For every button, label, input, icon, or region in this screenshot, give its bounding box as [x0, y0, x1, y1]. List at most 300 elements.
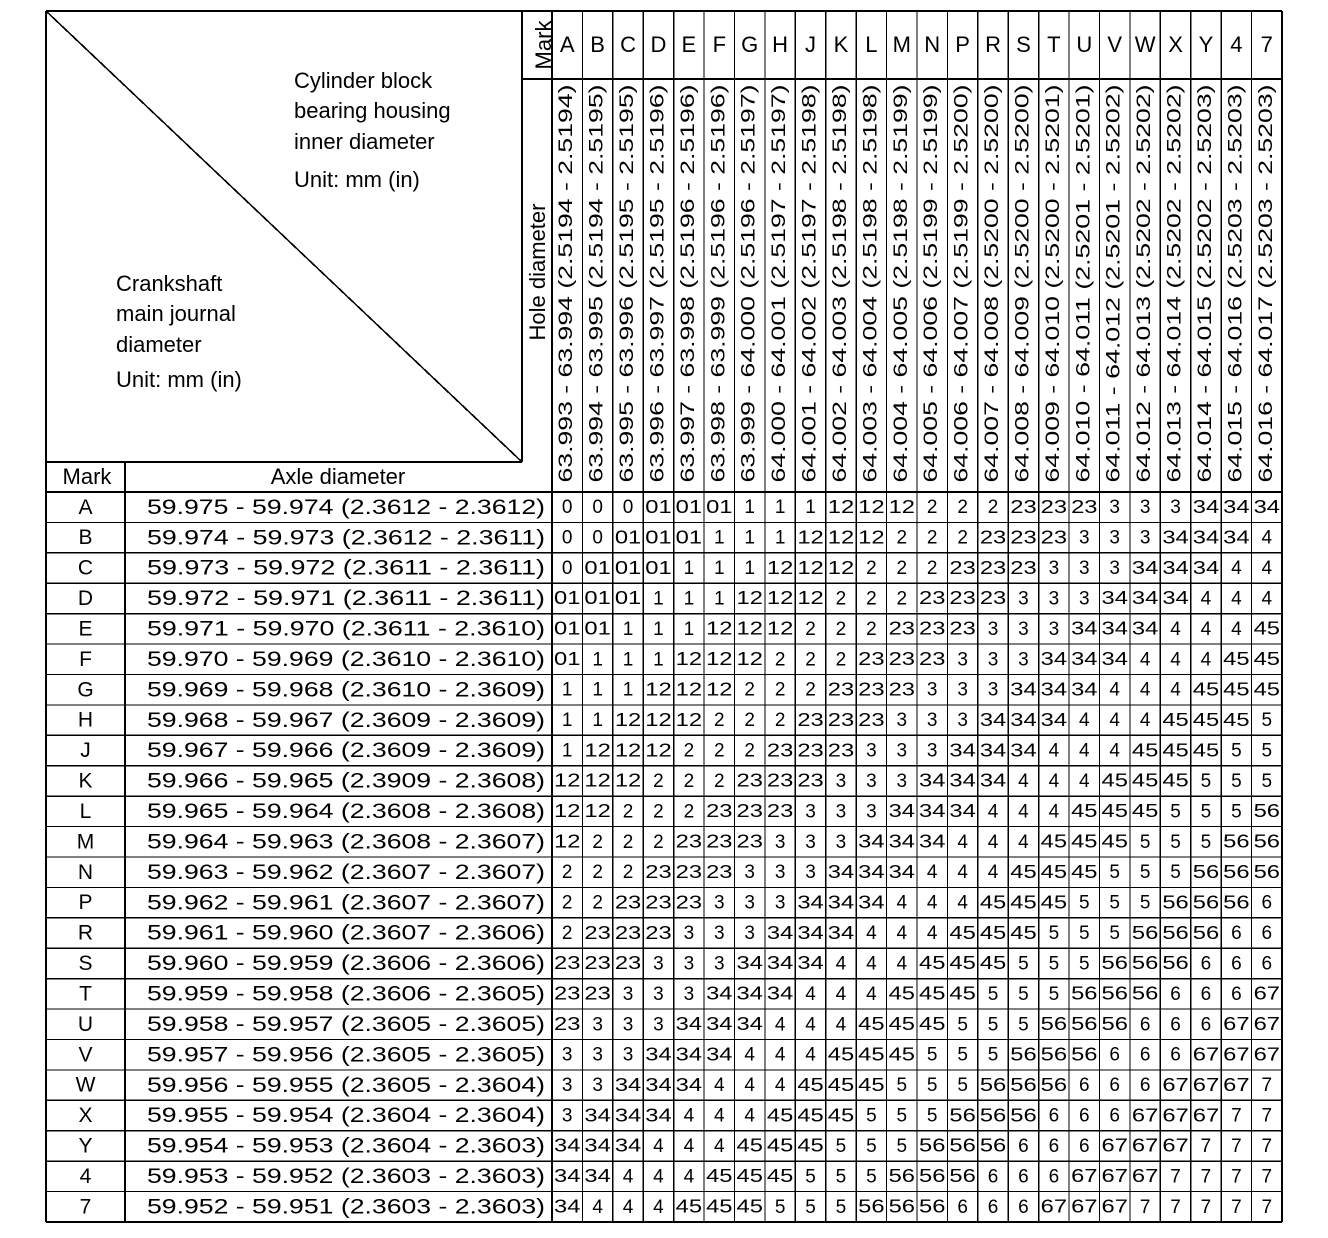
- grade-cell: 6: [1048, 1166, 1060, 1188]
- grade-cell: 2: [561, 862, 573, 884]
- grade-cell: 56: [1253, 831, 1280, 852]
- grade-cell: 34: [797, 892, 824, 913]
- grade-cell: 56: [1040, 1074, 1068, 1095]
- grade-cell: 3: [896, 770, 908, 792]
- grade-cell: 5: [896, 1105, 908, 1127]
- row-mark: 4: [79, 1164, 92, 1188]
- column-hole-diameter: 63.996 - 63.997 (2.5195 - 2.5196): [647, 198, 669, 483]
- block-title-line-2: bearing housing: [294, 98, 451, 123]
- grade-cell: 6: [1139, 1014, 1151, 1036]
- grade-cell: 7: [1231, 1166, 1242, 1188]
- grade-cell: 12: [858, 527, 885, 548]
- column-mark: U: [1076, 31, 1093, 57]
- grade-cell: 34: [614, 1135, 642, 1156]
- grade-cell: 12: [827, 527, 855, 548]
- grade-cell: 3: [744, 862, 755, 884]
- grade-cell: 3: [987, 618, 999, 640]
- grade-cell: 34: [1101, 618, 1128, 639]
- grade-cell: 4: [835, 983, 847, 1005]
- grade-cell: 6: [1079, 1135, 1090, 1157]
- grade-cell: 12: [706, 618, 733, 639]
- grade-cell: 67: [1223, 1074, 1250, 1095]
- grade-cell: 7: [1231, 1105, 1242, 1127]
- grade-cell: 0: [561, 527, 573, 549]
- grade-cell: 45: [797, 1105, 824, 1126]
- grade-cell: 45: [1071, 801, 1098, 822]
- grade-cell: 7: [1261, 1135, 1273, 1157]
- grade-cell: 23: [614, 892, 642, 913]
- row-axle-diameter: 59.970 - 59.969 (2.3610 - 2.3610): [147, 646, 545, 671]
- row-axle-diameter: 59.972 - 59.971 (2.3611 - 2.3611): [147, 586, 545, 611]
- grade-cell: 3: [957, 649, 968, 671]
- grade-cell: 23: [766, 801, 794, 822]
- grade-cell: 3: [1139, 527, 1151, 549]
- grade-cell: 5: [1261, 740, 1273, 762]
- grade-cell: 45: [1101, 831, 1128, 852]
- grade-cell: 4: [653, 1166, 664, 1188]
- grade-cell: 23: [949, 618, 976, 639]
- column-mark: D: [650, 31, 667, 57]
- grade-cell: 56: [1162, 953, 1189, 974]
- grade-cell: 1: [592, 710, 603, 732]
- grade-cell: 12: [888, 496, 916, 517]
- grade-cell: 6: [1018, 1166, 1029, 1188]
- grade-cell: 23: [645, 861, 672, 882]
- grade-cell: 7: [1200, 1166, 1212, 1188]
- column-mark: V: [1107, 31, 1123, 57]
- grade-cell: 5: [926, 1075, 938, 1097]
- row-axle-diameter: 59.975 - 59.974 (2.3612 - 2.3612): [147, 494, 545, 519]
- grade-cell: 2: [866, 618, 877, 640]
- grade-cell: 34: [919, 770, 946, 791]
- grade-cell: 3: [592, 1075, 603, 1097]
- grade-cell: 6: [987, 1196, 999, 1218]
- grade-cell: 1: [683, 588, 695, 610]
- grade-cell: 5: [1109, 923, 1120, 945]
- grade-cell: 67: [1253, 1044, 1280, 1065]
- grade-cell: 23: [888, 679, 916, 700]
- grade-cell: 5: [1231, 770, 1242, 792]
- grade-cell: 23: [888, 618, 916, 639]
- row-mark: P: [78, 891, 93, 915]
- grade-cell: 45: [1253, 618, 1280, 639]
- column-mark: L: [865, 31, 878, 57]
- grade-cell: 56: [949, 1105, 976, 1126]
- grade-cell: 7: [1261, 1105, 1273, 1127]
- grade-cell: 45: [979, 953, 1007, 974]
- grade-cell: 01: [584, 557, 611, 578]
- column-mark: B: [590, 31, 605, 57]
- column-hole-diameter: 64.009 - 64.010 (2.5200 - 2.5201): [1042, 198, 1064, 483]
- column-mark: C: [620, 31, 636, 57]
- grade-cell: 56: [1162, 892, 1189, 913]
- grade-cell: 6: [1231, 923, 1242, 945]
- grade-cell: 4: [1200, 588, 1212, 610]
- grade-cell: 1: [561, 740, 573, 762]
- grade-cell: 3: [683, 953, 695, 975]
- grade-cell: 45: [919, 983, 946, 1004]
- grade-cell: 23: [1040, 496, 1068, 517]
- column-mark: 7: [1260, 31, 1273, 57]
- grade-cell: 4: [744, 1105, 755, 1127]
- grade-cell: 67: [1071, 1196, 1098, 1217]
- grade-cell: 23: [827, 740, 855, 761]
- grade-cell: 12: [736, 649, 763, 670]
- grade-cell: 5: [926, 1105, 938, 1127]
- grade-cell: 34: [675, 1014, 703, 1035]
- row-mark: X: [78, 1104, 93, 1128]
- grade-cell: 34: [1131, 618, 1159, 639]
- row-axle-diameter: 59.963 - 59.962 (2.3607 - 2.3607): [147, 859, 545, 884]
- grade-cell: 45: [1040, 892, 1068, 913]
- grade-cell: 3: [1048, 618, 1060, 640]
- grade-cell: 45: [766, 1105, 794, 1126]
- grade-cell: 3: [926, 679, 938, 701]
- column-mark: G: [741, 31, 759, 57]
- grade-cell: 2: [683, 801, 695, 823]
- grade-cell: 4: [896, 892, 908, 914]
- grade-cell: 34: [1101, 588, 1128, 609]
- grade-cell: 3: [987, 679, 999, 701]
- grade-cell: 5: [1231, 801, 1242, 823]
- grade-cell: 3: [653, 983, 664, 1005]
- grade-cell: 3: [622, 1044, 634, 1066]
- grade-cell: 23: [706, 831, 733, 852]
- grade-cell: 0: [622, 497, 634, 519]
- grade-cell: 12: [584, 770, 611, 791]
- grade-cell: 4: [1139, 649, 1151, 671]
- grade-cell: 5: [1079, 953, 1090, 975]
- grade-cell: 67: [1131, 1166, 1159, 1187]
- grade-cell: 23: [736, 831, 763, 852]
- grade-cell: 4: [896, 953, 908, 975]
- column-mark: W: [1134, 31, 1156, 57]
- grade-cell: 34: [584, 1105, 611, 1126]
- grade-cell: 1: [622, 649, 634, 671]
- grade-cell: 6: [1109, 1075, 1120, 1097]
- grade-cell: 0: [561, 497, 573, 519]
- grade-cell: 34: [1131, 588, 1159, 609]
- row-axle-diameter: 59.954 - 59.953 (2.3604 - 2.3603): [147, 1133, 545, 1158]
- grade-cell: 3: [1048, 558, 1060, 580]
- grade-cell: 3: [714, 892, 725, 914]
- grade-cell: 34: [766, 953, 794, 974]
- grade-cell: 23: [645, 892, 672, 913]
- grade-cell: 23: [949, 588, 976, 609]
- column-hole-diameter: 63.999 - 64.000 (2.5196 - 2.5197): [738, 198, 760, 483]
- grade-cell: 5: [1170, 862, 1181, 884]
- grade-cell: 34: [675, 1044, 703, 1065]
- grade-cell: 23: [766, 770, 794, 791]
- grade-cell: 23: [736, 770, 763, 791]
- grade-cell: 6: [1261, 923, 1273, 945]
- grade-cell: 6: [1231, 953, 1242, 975]
- grade-cell: 23: [919, 649, 946, 670]
- grade-cell: 12: [554, 801, 581, 822]
- grade-cell: 23: [827, 679, 855, 700]
- grade-cell: 3: [1109, 527, 1120, 549]
- row-mark: E: [78, 617, 93, 641]
- grade-cell: 2: [744, 710, 755, 732]
- grade-cell: 3: [683, 983, 695, 1005]
- crank-title-line-1: Crankshaft: [116, 271, 223, 296]
- grade-cell: 2: [714, 740, 725, 762]
- column-hole-diameter: 64.005 - 64.006 (2.5199 - 2.5199): [921, 198, 943, 483]
- row-mark: B: [78, 526, 93, 550]
- grade-cell: 23: [584, 922, 611, 943]
- grade-cell: 3: [987, 649, 999, 671]
- grade-cell: 45: [736, 1166, 763, 1187]
- row-mark: W: [75, 1073, 96, 1097]
- grade-cell: 45: [736, 1196, 763, 1217]
- grade-cell: 34: [706, 983, 733, 1004]
- grade-cell: 5: [835, 1135, 847, 1157]
- grade-cell: 4: [622, 1196, 634, 1218]
- grade-cell: 4: [1018, 801, 1029, 823]
- grade-cell: 34: [1223, 496, 1250, 517]
- grade-cell: 34: [1071, 649, 1098, 670]
- grade-cell: 1: [744, 527, 755, 549]
- row-mark: 7: [79, 1195, 92, 1219]
- grade-cell: 5: [1018, 983, 1029, 1005]
- grade-cell: 1: [744, 497, 755, 519]
- grade-cell: 5: [866, 1166, 877, 1188]
- column-mark: A: [559, 31, 575, 57]
- grade-cell: 23: [827, 709, 855, 730]
- grade-cell: 01: [645, 496, 672, 517]
- corner-block-label: [294, 68, 451, 192]
- grade-cell: 34: [919, 801, 946, 822]
- grade-cell: 23: [979, 588, 1007, 609]
- grade-cell: 67: [1253, 983, 1280, 1004]
- grade-cell: 4: [653, 1196, 664, 1218]
- grade-cell: 4: [866, 953, 877, 975]
- grade-cell: 67: [1162, 1074, 1189, 1095]
- grade-cell: 4: [1170, 649, 1181, 671]
- column-hole-diameter: 64.007 - 64.008 (2.5200 - 2.5200): [982, 198, 1004, 483]
- grade-cell: 23: [1010, 557, 1037, 578]
- grade-cell: 12: [797, 557, 824, 578]
- grade-cell: 56: [979, 1105, 1007, 1126]
- grade-cell: 2: [866, 588, 877, 610]
- grade-cell: 34: [554, 1196, 581, 1217]
- grade-cell: 5: [1200, 831, 1212, 853]
- grade-cell: 23: [614, 953, 642, 974]
- column-mark: P: [955, 31, 970, 57]
- grade-cell: 45: [1040, 831, 1068, 852]
- grade-cell: 4: [1079, 710, 1090, 732]
- row-mark: H: [77, 708, 94, 732]
- grade-cell: 3: [592, 1014, 603, 1036]
- grade-cell: 1: [622, 679, 634, 701]
- row-mark: G: [77, 678, 94, 702]
- row-axle-diameter: 59.966 - 59.965 (2.3909 - 2.3608): [147, 768, 545, 793]
- grade-cell: 5: [835, 1196, 847, 1218]
- crank-title-line-2: main journal: [116, 301, 236, 326]
- grade-cell: 5: [987, 983, 999, 1005]
- row-axle-diameter: 59.955 - 59.954 (2.3604 - 2.3604): [147, 1103, 545, 1128]
- grade-cell: 56: [919, 1166, 946, 1187]
- grade-cell: 01: [675, 527, 703, 548]
- grade-cell: 56: [1253, 861, 1280, 882]
- block-title-line-3: inner diameter: [294, 129, 435, 154]
- grade-cell: 3: [1079, 527, 1090, 549]
- grade-cell: 34: [1010, 740, 1037, 761]
- grade-cell: 12: [706, 679, 733, 700]
- grade-cell: 56: [1223, 861, 1250, 882]
- grade-cell: 45: [1010, 922, 1037, 943]
- grade-cell: 7: [1200, 1196, 1212, 1218]
- grade-cell: 2: [714, 770, 725, 792]
- grade-cell: 5: [1079, 892, 1090, 914]
- axle-diameter-label: Axle diameter: [270, 463, 406, 489]
- grade-cell: 23: [584, 953, 611, 974]
- grade-cell: 7: [1170, 1166, 1181, 1188]
- grade-cell: 2: [805, 618, 816, 640]
- grade-cell: 4: [714, 1105, 725, 1127]
- grade-cell: 12: [766, 557, 794, 578]
- column-hole-diameter: 64.003 - 64.004 (2.5198 - 2.5198): [860, 198, 882, 483]
- grade-cell: 7: [1200, 1135, 1212, 1157]
- grade-cell: 4: [1261, 588, 1273, 610]
- grade-cell: 34: [645, 1044, 672, 1065]
- grade-cell: 4: [774, 1014, 786, 1036]
- grade-cell: 5: [1200, 801, 1212, 823]
- grade-cell: 4: [1261, 527, 1273, 549]
- grade-cell: 3: [653, 953, 664, 975]
- column-mark-label: Mark: [530, 20, 556, 70]
- row-mark: C: [77, 556, 94, 580]
- grade-cell: 23: [645, 922, 672, 943]
- grade-cell: 5: [1139, 862, 1151, 884]
- grade-cell: 23: [1040, 527, 1068, 548]
- grade-cell: 1: [714, 527, 725, 549]
- grade-cell: 4: [1109, 740, 1120, 762]
- grade-cell: 5: [1048, 953, 1060, 975]
- grade-cell: 3: [835, 770, 847, 792]
- row-mark: F: [79, 647, 92, 671]
- grade-cell: 2: [683, 770, 695, 792]
- grade-cell: 4: [653, 1135, 664, 1157]
- grade-cell: 4: [774, 1044, 786, 1066]
- grade-cell: 12: [675, 649, 703, 670]
- grade-cell: 2: [926, 497, 938, 519]
- grade-cell: 23: [858, 709, 885, 730]
- grade-cell: 2: [835, 618, 847, 640]
- row-mark: S: [78, 952, 93, 976]
- grade-cell: 2: [561, 892, 573, 914]
- grade-cell: 5: [1170, 801, 1181, 823]
- grade-cell: 2: [896, 588, 908, 610]
- row-axle-diameter: 59.962 - 59.961 (2.3607 - 2.3607): [147, 890, 545, 915]
- grade-cell: 1: [653, 649, 664, 671]
- grade-cell: 45: [888, 983, 916, 1004]
- column-mark: M: [892, 31, 911, 57]
- grade-cell: 4: [1200, 618, 1212, 640]
- grade-cell: 45: [675, 1196, 703, 1217]
- column-hole-diameter: 63.997 - 63.998 (2.5196 - 2.5196): [677, 198, 699, 483]
- grade-cell: 2: [805, 679, 816, 701]
- grade-cell: 45: [1162, 709, 1189, 730]
- row-mark-label: Mark: [62, 463, 112, 489]
- grade-cell: 56: [1192, 892, 1220, 913]
- grade-cell: 67: [1101, 1196, 1128, 1217]
- grade-cell: 5: [1079, 923, 1090, 945]
- grade-cell: 4: [1048, 801, 1060, 823]
- grade-cell: 6: [1261, 953, 1273, 975]
- grade-cell: 2: [744, 740, 755, 762]
- grade-cell: 23: [1071, 496, 1098, 517]
- grade-cell: 3: [805, 831, 816, 853]
- grade-cell: 6: [1018, 1196, 1029, 1218]
- grade-cell: 4: [926, 892, 938, 914]
- grade-cell: 23: [706, 861, 733, 882]
- grade-cell: 6: [987, 1166, 999, 1188]
- grade-cell: 2: [653, 770, 664, 792]
- grade-cell: 34: [1253, 496, 1280, 517]
- grade-cell: 45: [858, 1014, 885, 1035]
- grade-cell: 4: [1231, 618, 1242, 640]
- grade-cell: 5: [1109, 862, 1120, 884]
- grade-cell: 12: [554, 831, 581, 852]
- grade-cell: 1: [714, 558, 725, 580]
- grade-cell: 12: [675, 709, 703, 730]
- grade-cell: 6: [1048, 1135, 1060, 1157]
- grade-cell: 4: [1200, 649, 1212, 671]
- grade-cell: 4: [835, 1014, 847, 1036]
- grade-cell: 67: [1040, 1196, 1068, 1217]
- grade-cell: 67: [1223, 1044, 1250, 1065]
- grade-cell: 45: [1071, 861, 1098, 882]
- grade-cell: 3: [1109, 497, 1120, 519]
- grade-cell: 5: [896, 1075, 908, 1097]
- grade-cell: 56: [1101, 953, 1128, 974]
- grade-cell: 34: [645, 1074, 672, 1095]
- grade-cell: 5: [1200, 770, 1212, 792]
- grade-cell: 3: [714, 953, 725, 975]
- grade-cell: 3: [744, 923, 755, 945]
- grade-cell: 7: [1231, 1196, 1242, 1218]
- grade-cell: 12: [858, 496, 885, 517]
- grade-cell: 67: [1162, 1105, 1189, 1126]
- grade-cell: 01: [706, 496, 733, 517]
- grade-cell: 34: [858, 861, 885, 882]
- grade-cell: 67: [1071, 1166, 1098, 1187]
- grade-cell: 01: [554, 649, 581, 670]
- grade-cell: 34: [888, 801, 916, 822]
- grade-cell: 34: [766, 983, 794, 1004]
- grade-cell: 2: [653, 831, 664, 853]
- grade-cell: 6: [1231, 983, 1242, 1005]
- grade-cell: 4: [1048, 770, 1060, 792]
- grade-cell: 3: [592, 1044, 603, 1066]
- column-mark: T: [1047, 31, 1061, 57]
- grade-cell: 45: [919, 1014, 946, 1035]
- grade-cell: 23: [979, 527, 1007, 548]
- grade-cell: 4: [714, 1075, 725, 1097]
- grade-cell: 6: [1048, 1105, 1060, 1127]
- grade-cell: 1: [683, 558, 695, 580]
- grade-cell: 12: [614, 740, 642, 761]
- grade-cell: 01: [584, 618, 611, 639]
- grade-cell: 56: [1071, 1044, 1098, 1065]
- grade-cell: 01: [675, 496, 703, 517]
- grade-cell: 2: [622, 801, 634, 823]
- grade-cell: 3: [805, 801, 816, 823]
- grade-cell: 45: [1192, 679, 1220, 700]
- grade-cell: 2: [926, 558, 938, 580]
- column-mark: K: [833, 31, 849, 57]
